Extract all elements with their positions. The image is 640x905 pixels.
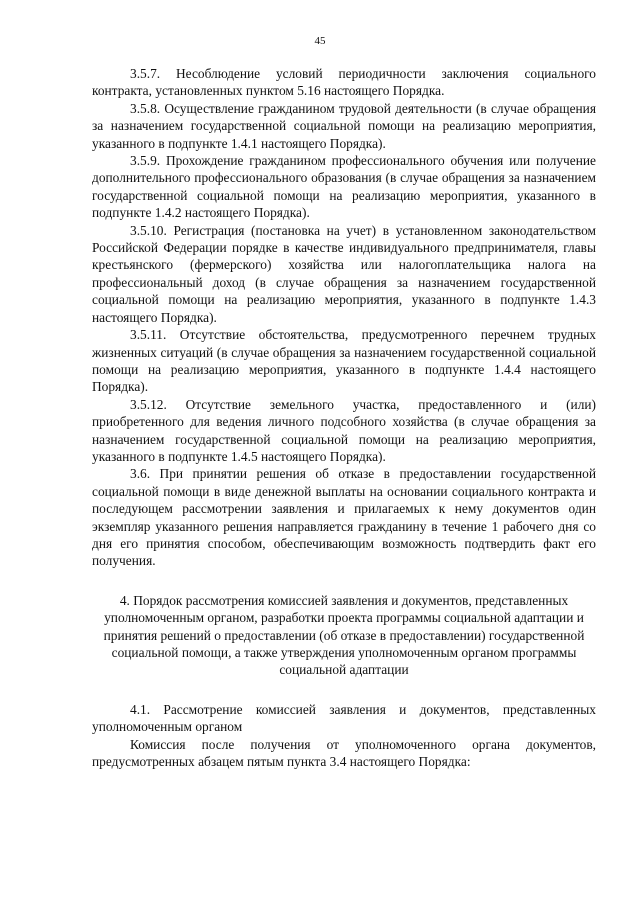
- paragraph-3-5-7: 3.5.7. Несоблюдение условий периодичности заключения социального контракта, установленных пунктом 5.16 настоящего Порядка.: [92, 66, 596, 99]
- page-number: 45: [314, 35, 326, 47]
- paragraph-3-5-9: 3.5.9. Прохождение гражданином профессионального обучения или получение дополнительного профессионального образования (в случае обращения за назначением государственной социальной помощи на реализацию мероприятия, указанного в подпункте 1.4.2 настоящего Порядка).: [92, 153, 596, 221]
- paragraph-commission: Комиссия после получения от уполномоченного органа документов, предусмотренных абзацем пятым пункта 3.4 настоящего Порядка:: [92, 736, 596, 770]
- paragraph-3-5-10: 3.5.10. Регистрация (постановка на учет) в установленном законодательством Российской Федерации порядке в качестве индивидуального предпринимателя, главы крестьянского (фермерского) хозяйства или налогоплательщика налога на профессиональный доход (в случае обращения за назначением государственной социальной помощи на реализацию мероприятия, указанного в подпункте 1.4.3 настоящего Порядка).: [92, 222, 596, 325]
- section-heading: 4. Порядок рассмотрения комиссией заявления и документов, представленных уполномоченным органом, разработки проекта программы социальной адаптации и принятия решений о предоставлении (об отказе в предоставлении) государственной социальной помощи, а также утверждения уполномоченным органом программы социальной адаптации: [103, 592, 585, 678]
- paragraph-3-5-11: 3.5.11. Отсутствие обстоятельства, предусмотренного перечнем трудных жизненных ситуаций (в случае обращения за назначением государственной социальной помощи на реализацию мероприятия, указанного в подпункте 1.4.4 настоящего Порядка).: [92, 327, 596, 395]
- paragraph-3-5-8: 3.5.8. Осуществление гражданином трудовой деятельности (в случае обращения за назначением государственной социальной помощи на реализацию мероприятия, указанного в подпункте 1.4.1 настоящего Порядка).: [92, 100, 596, 151]
- document-body: [92, 65, 596, 770]
- paragraph-3-6: 3.6. При принятии решения об отказе в предоставлении государственной социальной помощи в виде денежной выплаты на основании социального контракта и последующем рассмотрении заявления и прилагаемых к нему документов один экземпляр указанного решения направляется гражданину в течение 1 рабочего дня со дня его принятия способом, обеспечивающим возможность подтвердить факт его получения.: [92, 466, 596, 569]
- paragraph-4-1: 4.1. Рассмотрение комиссией заявления и документов, представленных уполномоченным органом: [92, 701, 596, 735]
- paragraph-3-5-12: 3.5.12. Отсутствие земельного участка, предоставленного и (или) приобретенного для ведения личного подсобного хозяйства (в случае обращения за назначением государственной социальной помощи на реализацию мероприятия, указанного в подпункте 1.4.5 настоящего Порядка).: [92, 396, 596, 464]
